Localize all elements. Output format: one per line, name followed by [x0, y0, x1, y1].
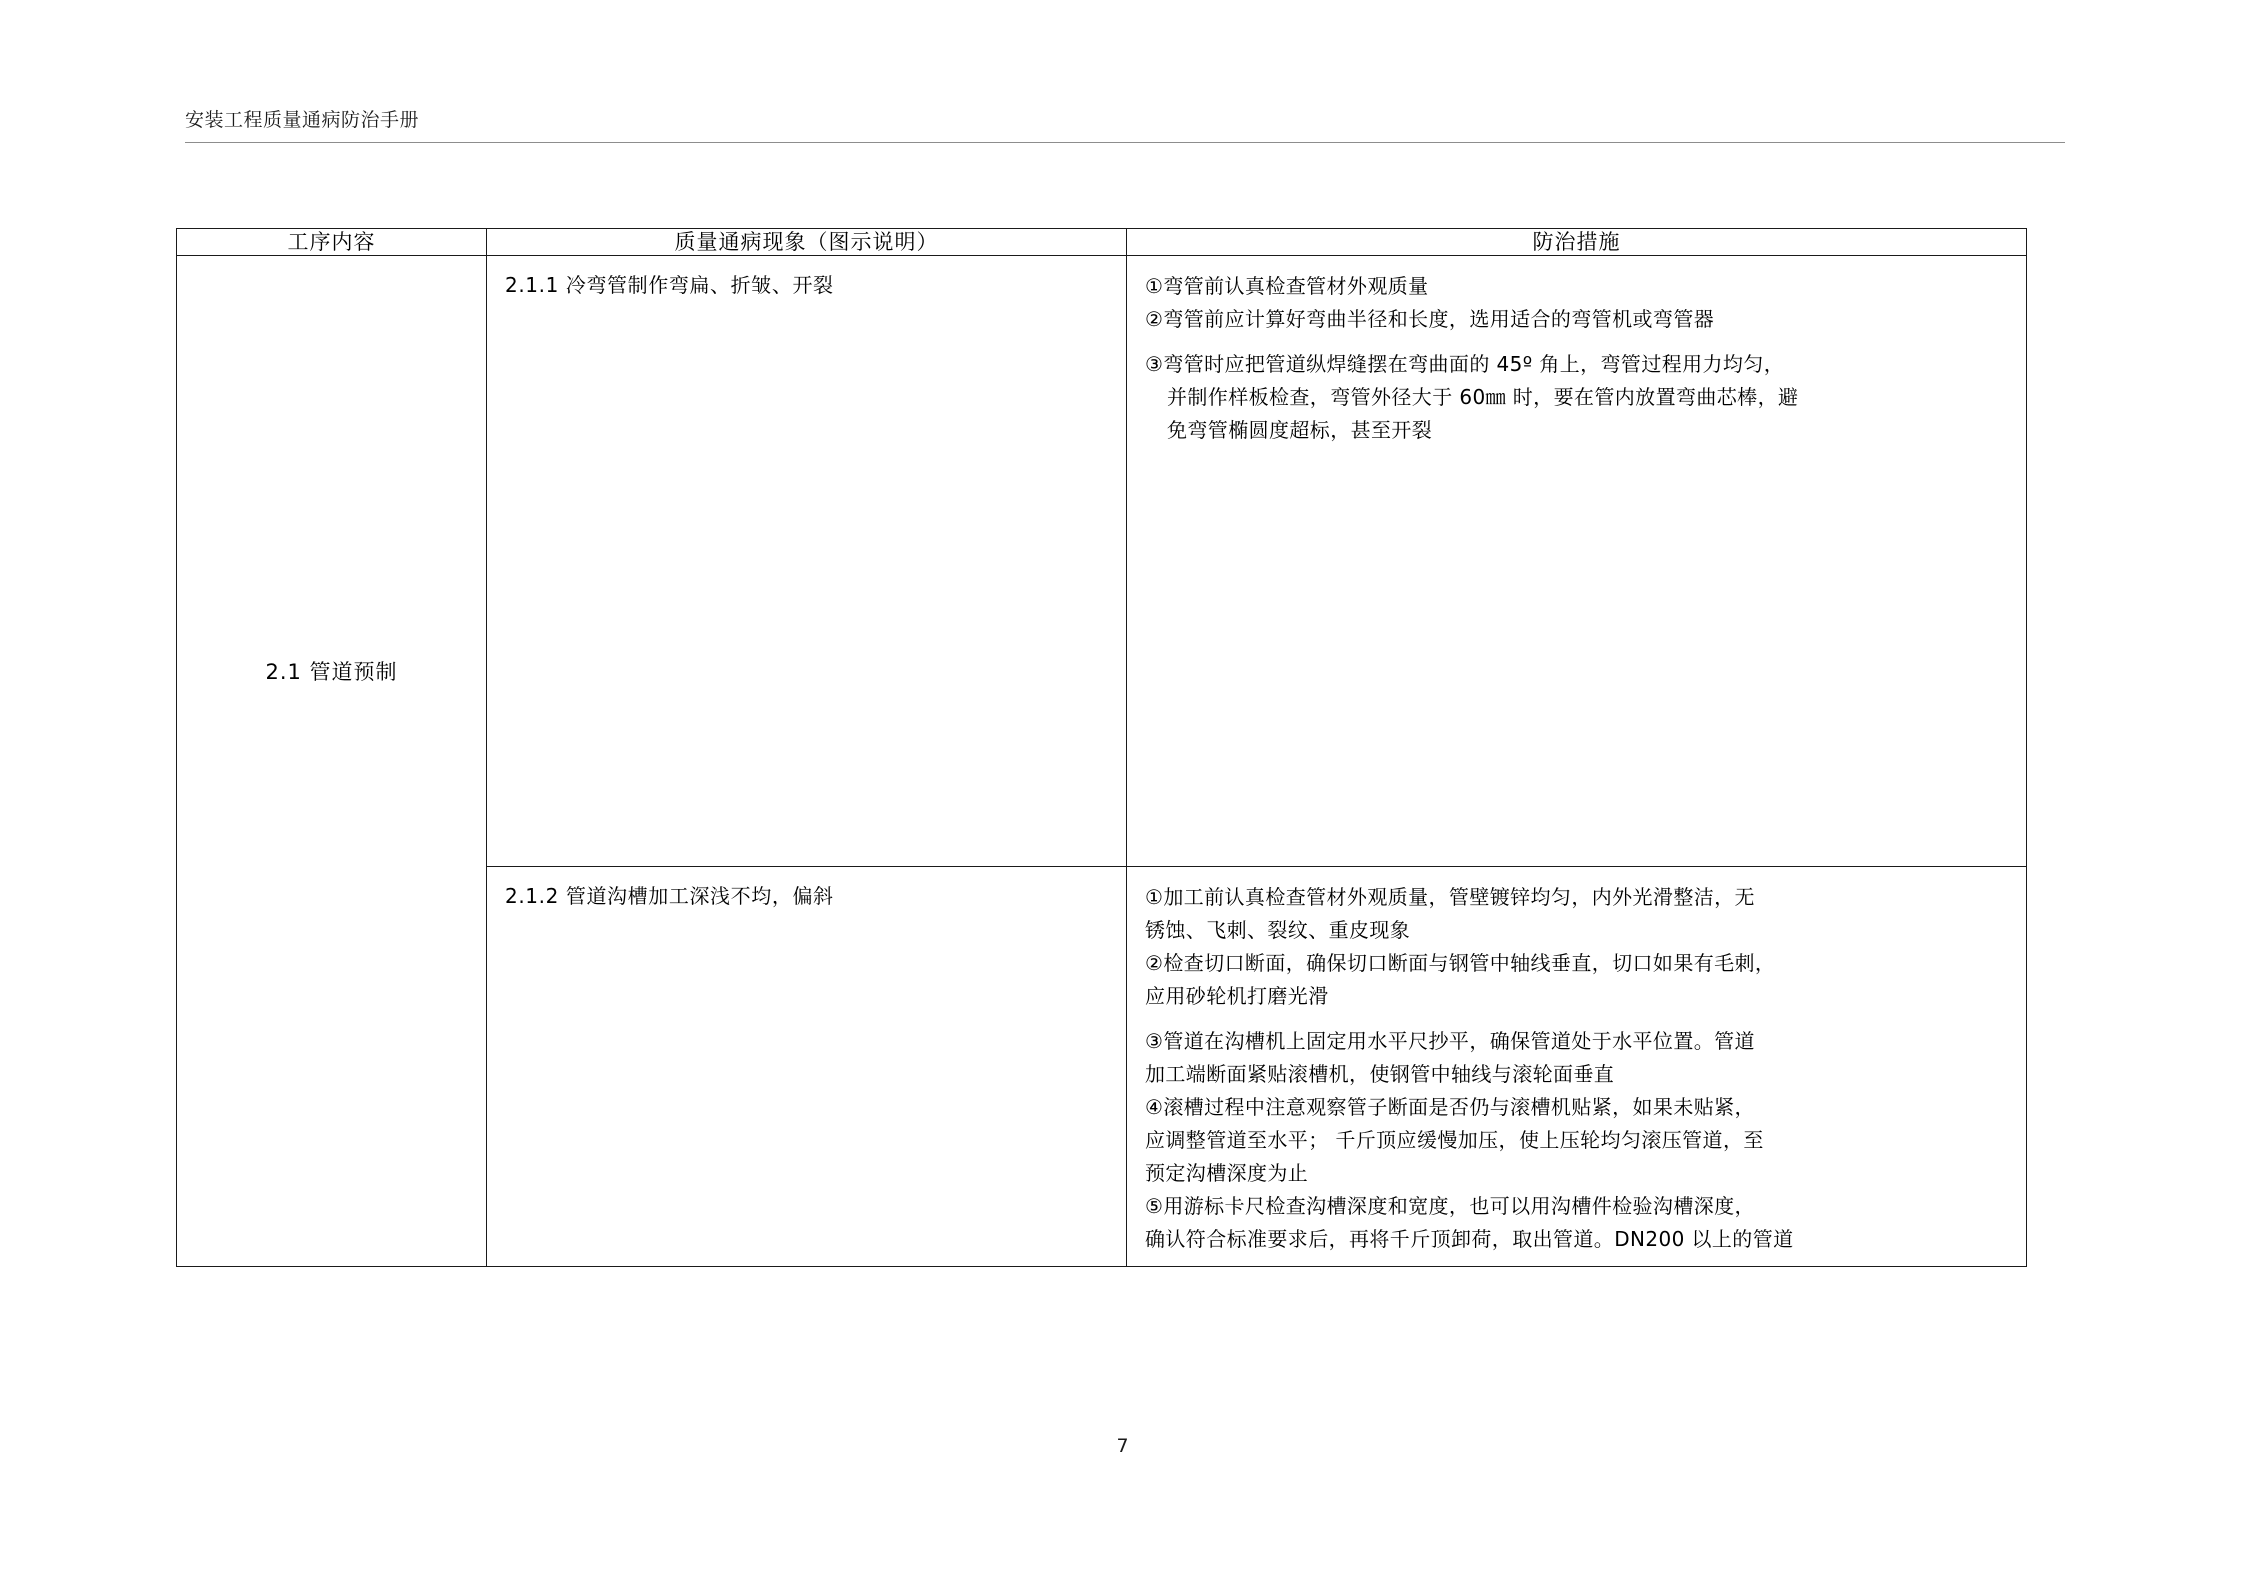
measure-item: 加工端断面紧贴滚槽机，使钢管中轴线与滚轮面垂直 [1145, 1062, 1615, 1086]
defect-cell [487, 256, 1127, 867]
measure-item: ③弯管时应把管道纵焊缝摆在弯曲面的 45º 角上，弯管过程用力均匀， [1145, 352, 1785, 376]
defect-title-1: 2.1.1 冷弯管制作弯扁、折皱、开裂 [505, 273, 834, 297]
process-cell [177, 256, 487, 1267]
measure-item: ②弯管前应计算好弯曲半径和长度，选用适合的弯管机或弯管器 [1145, 307, 1715, 331]
process-label: 2.1 管道预制 [265, 660, 398, 684]
header-title: 安装工程质量通病防治手册 [185, 109, 420, 131]
column-header-defect: 质量通病现象（图示说明） [487, 229, 1127, 256]
measure-item: 并制作样板检查，弯管外径大于 60㎜ 时，要在管内放置弯曲芯棒，避 [1167, 385, 1799, 409]
defect-cell [487, 867, 1127, 1267]
page-number: 7 [1116, 1435, 1129, 1457]
measure-item: ④滚槽过程中注意观察管子断面是否仍与滚槽机贴紧，如果未贴紧， [1145, 1095, 1755, 1119]
measure-item: 预定沟槽深度为止 [1145, 1161, 1309, 1185]
measure-item: ⑤用游标卡尺检查沟槽深度和宽度，也可以用沟槽件检验沟槽深度， [1145, 1194, 1755, 1218]
measure-item: ①加工前认真检查管材外观质量，管壁镀锌均匀，内外光滑整洁，无 [1145, 885, 1755, 909]
table-header-row [177, 229, 2027, 256]
page-header [185, 108, 2065, 143]
table-row [177, 256, 2027, 867]
header-divider [185, 142, 2065, 143]
measure-item: 应用砂轮机打磨光滑 [1145, 984, 1329, 1008]
column-header-measures: 防治措施 [1127, 229, 2027, 256]
measure-item: ①弯管前认真检查管材外观质量 [1145, 274, 1429, 298]
measure-item: 免弯管椭圆度超标，甚至开裂 [1167, 418, 1433, 442]
measure-item: ②检查切口断面，确保切口断面与钢管中轴线垂直，切口如果有毛刺， [1145, 951, 1776, 975]
measure-item: 应调整管道至水平； 千斤顶应缓慢加压，使上压轮均匀滚压管道，至 [1145, 1128, 1764, 1152]
measure-item: 确认符合标准要求后，再将千斤顶卸荷，取出管道。DN200 以上的管道 [1145, 1227, 1794, 1251]
measures-cell [1127, 867, 2027, 1267]
defect-title-2: 2.1.2 管道沟槽加工深浅不均，偏斜 [505, 884, 834, 908]
measure-item: ③管道在沟槽机上固定用水平尺抄平，确保管道处于水平位置。管道 [1145, 1029, 1755, 1053]
measures-cell [1127, 256, 2027, 867]
measure-item: 锈蚀、飞刺、裂纹、重皮现象 [1145, 918, 1411, 942]
quality-defect-table [176, 228, 2027, 1267]
column-header-process: 工序内容 [177, 229, 487, 256]
